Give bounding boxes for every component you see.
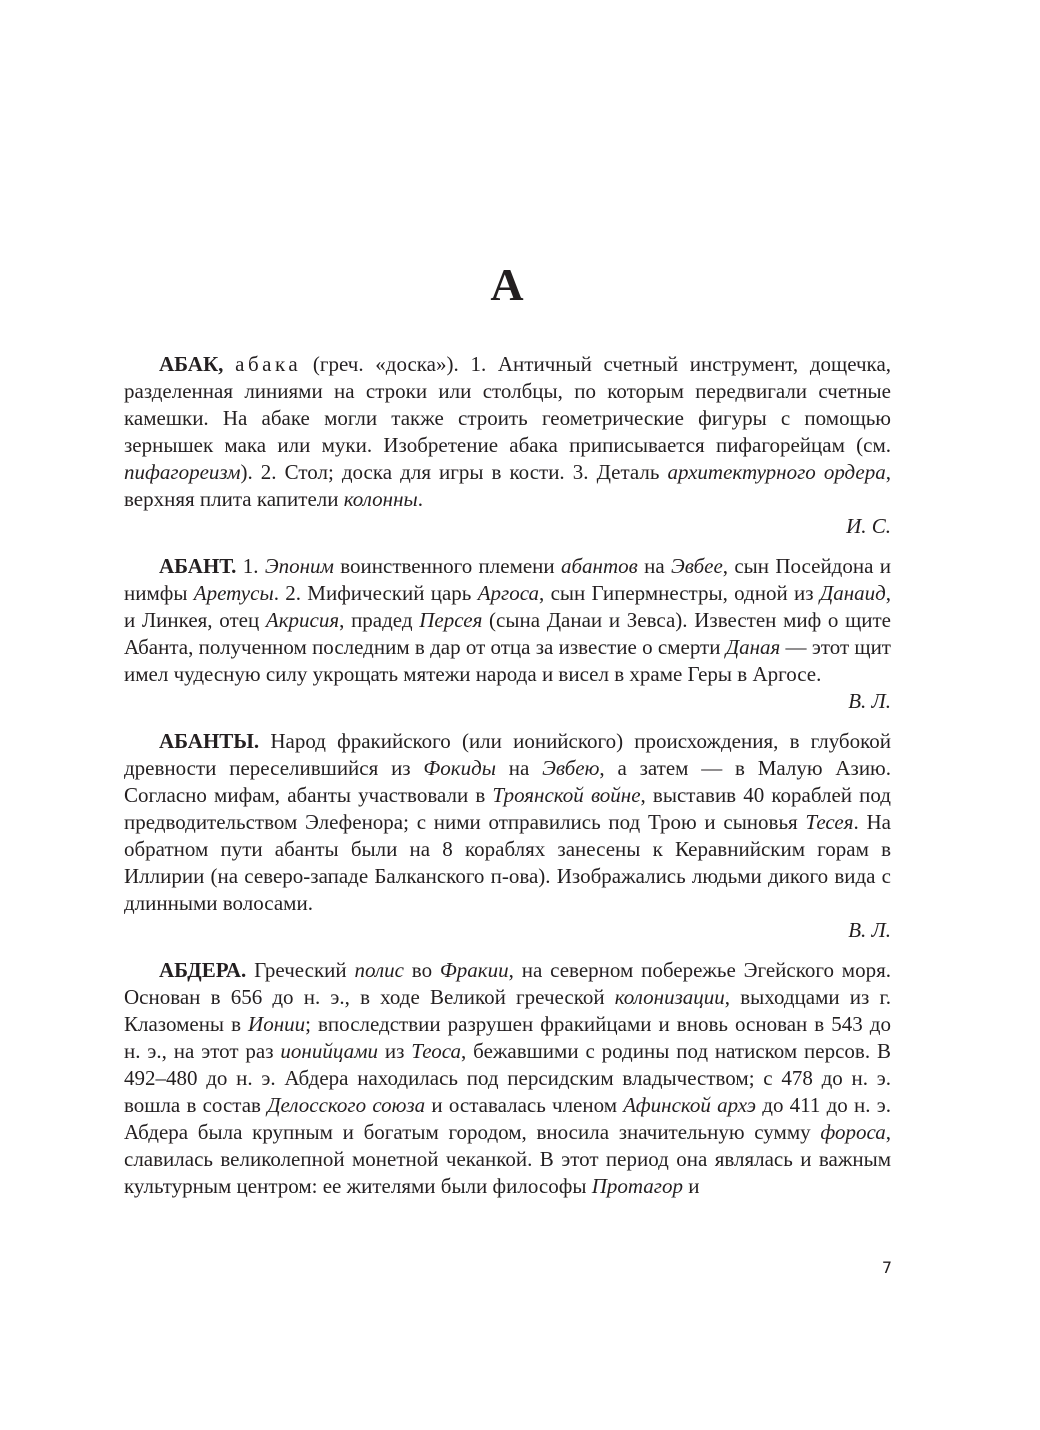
entry-abdera	[124, 957, 891, 1200]
entry-crossref: Эвбее	[670, 554, 723, 578]
entry-abak	[124, 351, 891, 540]
entry-crossref: пифагореизм	[124, 460, 241, 484]
entry-text-segment: , на северном побережье Эгейского моря. Основан в 656 до н. э., в ходе Великой греческой	[124, 958, 891, 1009]
entry-crossref: Аретусы	[193, 581, 274, 605]
entry-crossref: Аргоса	[477, 581, 540, 605]
entry-abant	[124, 553, 891, 715]
entry-text-segment: воинственного племени	[333, 554, 561, 578]
entry-crossref: колонизации	[614, 985, 725, 1009]
entry-crossref: Тесея	[805, 810, 854, 834]
entry-crossref: Афинской архэ	[623, 1093, 757, 1117]
entry-crossref: Даная	[725, 635, 781, 659]
entry-text-segment: — этот щит имел чудесную силу укрощать мятежи народа и висел в храме Геры в Аргосе.	[124, 635, 891, 686]
entry-text-segment: и оставалась членом	[425, 1093, 624, 1117]
entry-crossref: архитектурного ордера	[667, 460, 886, 484]
entry-crossref: Троянской войне	[492, 783, 641, 807]
entry-text	[124, 957, 891, 1200]
entry-text-segment: и	[682, 1174, 700, 1198]
entry-headword: АБАНТ.	[159, 554, 237, 578]
entry-headword: АБДЕРА.	[159, 958, 247, 982]
entry-text-segment: ; впоследствии разрушен фракийцами и вновь основан в 543 до н. э., на этот раз	[124, 1012, 891, 1063]
entry-text-segment: (греч. «доска»). 1. Античный счетный инструмент, дощечка, разделенная линиями на строки или столбцы, по которым передвигали счетные камешки. На абаке могли также строить геометрические фигуры с помощью зернышек мака или муки. Изобретение абака приписывается пифагорейцам (см.	[124, 352, 892, 457]
entry-headword: АБАК,	[159, 352, 224, 376]
entry-text-segment: на	[495, 756, 543, 780]
entry-text-segment: ). 2. Стол; доска для игры в кости. 3. Деталь	[240, 460, 668, 484]
entry-text-segment: , выходцами из г. Клазомены в	[124, 985, 892, 1036]
entry-text-segment: .	[417, 487, 423, 511]
entry-text	[124, 728, 891, 917]
entry-crossref: фороса	[820, 1120, 886, 1144]
entry-text-segment: на	[637, 554, 671, 578]
entry-text-segment: , прадед	[339, 608, 420, 632]
entry-variant: абака	[235, 352, 302, 376]
entry-text-segment: . 2. Мифический царь	[273, 581, 478, 605]
entry-text-segment: . На обратном пути абанты были на 8 кораблях занесены к Керавнийским горам в Иллирии (на северо-западе Балканского п-ова). Изображались людьми дикого вида с длинными волосами.	[124, 810, 891, 915]
section-letter: А	[490, 259, 524, 310]
entry-text-segment: во	[403, 958, 440, 982]
entry-text-segment: , бежавшими с родины под натиском персов. В 492–480 до н. э. Абдера находилась под персидским владычеством; с 478 до н. э. вошла в состав	[124, 1039, 891, 1117]
entry-author: В. Л.	[848, 918, 891, 942]
entry-crossref: Протагор	[591, 1174, 683, 1198]
entry-text-segment: Народ фракийского (или ионийского) происхождения, в глубокой древности переселившийся из	[124, 729, 891, 780]
entry-crossref: Фракии	[439, 958, 509, 982]
entry-crossref: абантов	[560, 554, 638, 578]
entry-crossref: колонны	[343, 487, 418, 511]
entry-crossref: Акрисия	[265, 608, 340, 632]
entry-crossref: Ионии	[248, 1012, 306, 1036]
page-number: 7	[881, 1258, 892, 1277]
entry-crossref: Фокиды	[423, 756, 496, 780]
entry-text-segment: , сын Гипермнестры, одной из	[539, 581, 820, 605]
entry-crossref: Персея	[419, 608, 483, 632]
entry-text	[124, 351, 891, 513]
entry-text-segment: до 411 до н. э. Абдера была крупным и богатым городом, вносила значительную сумму	[124, 1093, 892, 1144]
entry-text-segment: Греческий	[246, 958, 355, 982]
entry-text-segment: , сын Посейдона и нимфы	[124, 554, 892, 605]
entry-crossref: полис	[354, 958, 404, 982]
entry-author: И. С.	[846, 514, 891, 538]
entry-headword: АБАНТЫ.	[159, 729, 260, 753]
entry-text-segment: 1.	[236, 554, 265, 578]
entry-abanty	[124, 728, 891, 944]
entry-text-segment: (сына Данаи и Зевса). Известен миф о щите Абанта, полученном последним в дар от отца за известие о смерти	[124, 608, 891, 659]
entries-container	[124, 351, 891, 1200]
entry-crossref: Данаид	[819, 581, 886, 605]
entry-crossref: Эпоним	[264, 554, 334, 578]
entry-text	[124, 553, 891, 688]
entry-text-segment: , верхняя плита капители	[124, 460, 891, 511]
entry-text-segment: , славилась великолепной монетной чеканкой. В этот период она являлась и важным культурным центром: ее жителями были философы	[124, 1120, 891, 1198]
entry-crossref: Эвбею	[542, 756, 600, 780]
entry-text-segment: , и Линкея, отец	[124, 581, 891, 632]
entry-crossref: Делосского союза	[267, 1093, 426, 1117]
entry-text-segment: , выставив 40 кораблей под предводительством Элефенора; с ними отправились под Трою и сыновья	[124, 783, 891, 834]
entry-text-segment: , а затем — в Малую Азию. Согласно мифам, абанты участвовали в	[124, 756, 892, 807]
entry-text-segment: из	[377, 1039, 412, 1063]
entry-author: В. Л.	[848, 689, 891, 713]
entry-crossref: Теоса	[411, 1039, 462, 1063]
entry-crossref: ионийцами	[280, 1039, 378, 1063]
